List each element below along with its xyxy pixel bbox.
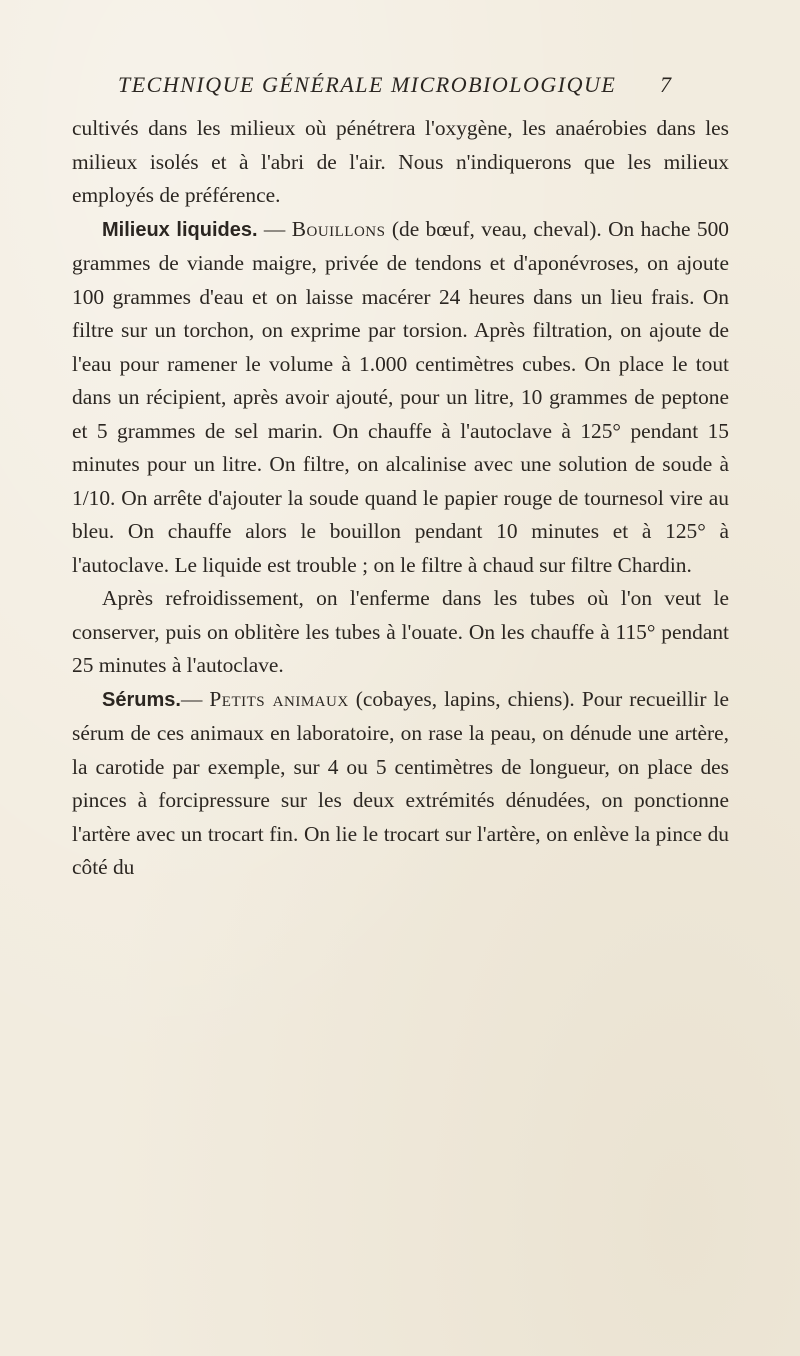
section-heading-serums: Sérums. xyxy=(102,688,181,711)
running-head: TECHNIQUE GÉNÉRALE MICROBIOLOGIQUE xyxy=(118,72,617,97)
paragraph-serums xyxy=(72,683,729,885)
paragraph-text: cultivés dans les milieux où pénétrera l'oxygène, les anaérobies dans les milieux isolés et à l'abri de l'air. Nous n'indiquerons que les milieux employés de préférence. xyxy=(72,116,729,207)
page-number: 7 xyxy=(660,72,671,97)
paragraph-continuation xyxy=(72,112,729,213)
paragraph-milieux-liquides xyxy=(72,213,729,583)
paragraph-refroidissement xyxy=(72,582,729,683)
subheading-bouillons: Bouillons xyxy=(291,216,386,241)
paragraph-text: (de bœuf, veau, cheval). On hache 500 grammes de viande maigre, privée de tendons et d'aponévroses, on ajoute 100 grammes d'eau et on laisse macérer 24 heures dans un lieu frais. On filtre sur un torchon, on exprime par torsion. Après filtration, on ajoute de l'eau pour ramener le volume à 1.000 centimètres cubes. On place le tout dans un récipient, après avoir ajouté, pour un litre, 10 grammes de peptone et 5 grammes de sel marin. On chauffe à l'autoclave à 125° pendant 15 minutes pour un litre. On filtre, on alcalinise avec une solution de soude à 1/10. On arrête d'ajouter la soude quand le papier rouge de tournesol vire au bleu. On chauffe alors le bouillon pendant 10 minutes et à 125° à l'autoclave. Le liquide est trouble ; on le filtre à chaud sur filtre Chardin. xyxy=(72,216,729,577)
paragraph-text: Après refroidissement, on l'enferme dans les tubes où l'on veut le conserver, puis on oblitère les tubes à l'ouate. On les chauffe à 115° pendant 25 minutes à l'autoclave. xyxy=(72,586,729,677)
paragraph-text: (cobayes, lapins, chiens). Pour recueillir le sérum de ces animaux en laboratoire, on rase la peau, on dénude une artère, la carotide par exemple, sur 4 ou 5 centimètres de longueur, on place des pinces à forcipressure sur les deux extrémités dénudées, on ponctionne l'artère avec un trocart fin. On lie le trocart sur l'artère, on enlève la pince du côté du xyxy=(72,686,729,879)
subheading-petits-animaux: Petits animaux xyxy=(209,686,349,711)
heading-dash: — xyxy=(180,686,210,711)
body-text xyxy=(72,112,729,885)
section-heading-milieux-liquides: Milieux liquides. xyxy=(102,218,258,241)
heading-dash: — xyxy=(257,216,292,241)
